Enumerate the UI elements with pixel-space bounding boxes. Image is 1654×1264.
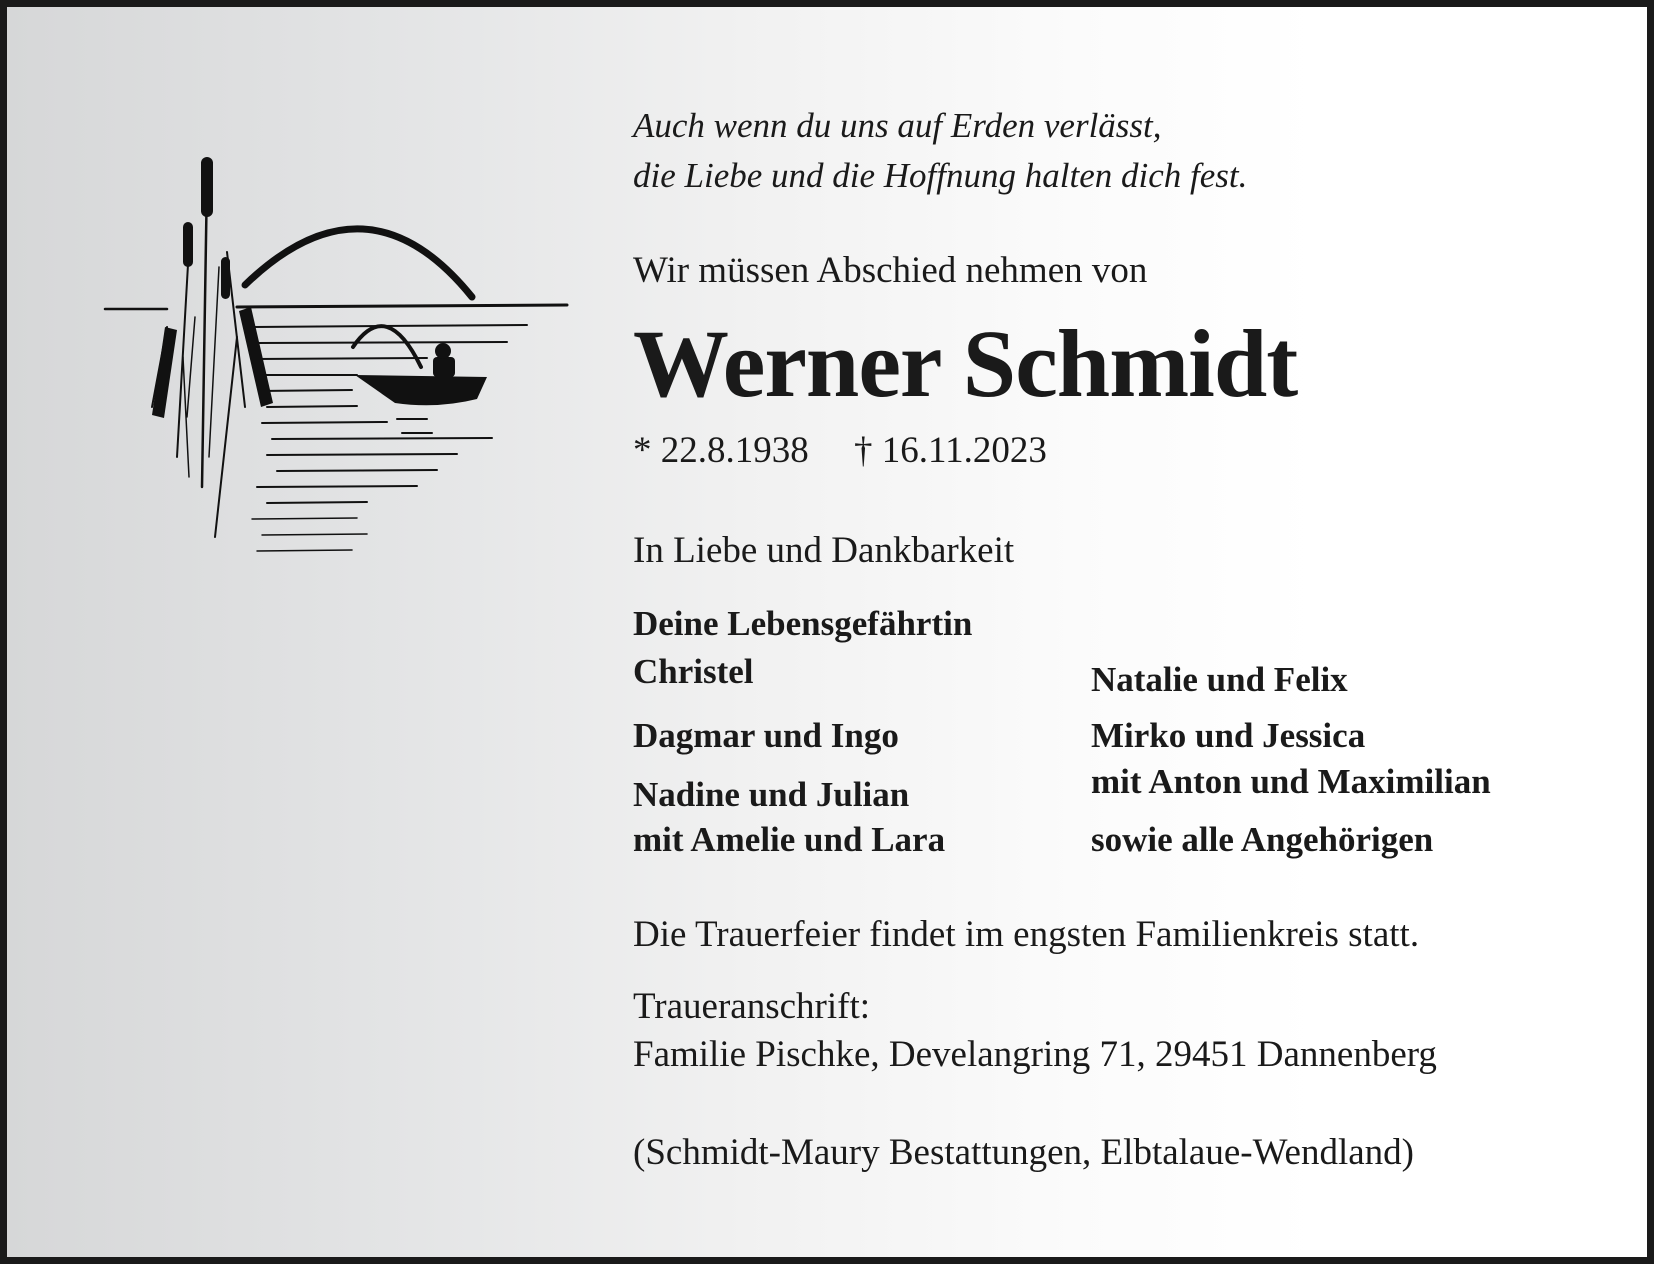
- mourning-address: Familie Pischke, Develangring 71, 29451 Dannenberg: [633, 1034, 1437, 1075]
- quote-line-2: die Liebe und die Hoffnung halten dich fest.: [633, 156, 1248, 195]
- family-member-left: Deine Lebensgefährtin: [633, 604, 973, 643]
- family-member-left: Christel: [633, 652, 754, 691]
- family-member-right: Natalie und Felix: [1091, 660, 1348, 699]
- quote-line-1: Auch wenn du uns auf Erden verlässt,: [633, 106, 1162, 145]
- family-member-left: Dagmar und Ingo: [633, 716, 899, 755]
- lake-fishing-boat-cattails-sunset-icon: [97, 157, 577, 567]
- family-member-right: Mirko und Jessica: [1091, 716, 1366, 755]
- death-date: † 16.11.2023: [854, 430, 1047, 471]
- address-label: Traueranschrift:: [633, 986, 871, 1027]
- birth-date: * 22.8.1938: [633, 430, 809, 471]
- family-member-left: mit Amelie und Lara: [633, 820, 946, 859]
- undertaker-text: (Schmidt-Maury Bestattungen, Elbtalaue-Wendland): [633, 1132, 1414, 1173]
- deceased-name: Werner Schmidt: [633, 310, 1298, 417]
- intro-text: Wir müssen Abschied nehmen von: [633, 250, 1148, 291]
- family-member-right: sowie alle Angehörigen: [1091, 820, 1434, 859]
- family-member-right: mit Anton und Maximilian: [1091, 762, 1491, 801]
- ceremony-text: Die Trauerfeier findet im engsten Familienkreis statt.: [633, 914, 1420, 955]
- family-member-left: Nadine und Julian: [633, 775, 910, 814]
- gratitude-text: In Liebe und Dankbarkeit: [633, 530, 1015, 571]
